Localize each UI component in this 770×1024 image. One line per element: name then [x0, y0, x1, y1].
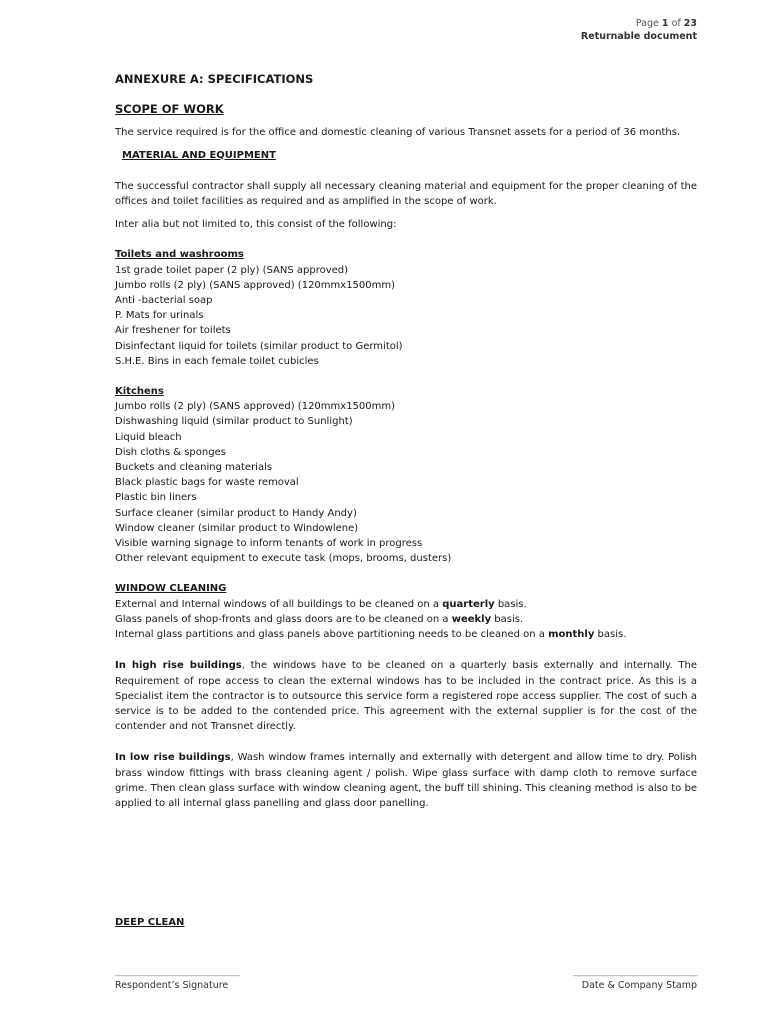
list-item: S.H.E. Bins in each female toilet cubicles [115, 355, 319, 367]
list-item: Jumbo rolls (2 ply) (SANS approved) (120mmx1500mm) [115, 279, 396, 291]
list-item: Plastic bin liners [115, 492, 197, 504]
list-item: Liquid bleach [115, 431, 182, 443]
list-item: Disinfectant liquid for toilets (similar product to Germitol) [115, 340, 403, 352]
list-item: Anti -bacterial soap [115, 295, 213, 307]
signature-label: Respondent’s Signature [115, 980, 229, 991]
material-intro: Inter alia but not limited to, this consist of the following: [115, 219, 397, 231]
list-item: Black plastic bags for waste removal [115, 477, 299, 489]
list-item: P. Mats for urinals [115, 310, 204, 322]
list-item: Window cleaner (similar product to Windowlene) [115, 522, 359, 534]
list-item: Dish cloths & sponges [115, 446, 226, 458]
document-type: Returnable document [580, 31, 697, 42]
page-label: Page [635, 18, 659, 29]
window-line-monthly: Internal glass partitions and glass panels above partitioning needs to be cleaned on a monthly basis. [115, 629, 627, 641]
list-item: Other relevant equipment to execute task (mops, brooms, dusters) [115, 553, 452, 565]
stamp-line: _______________________________ [573, 967, 697, 977]
material-heading: MATERIAL AND EQUIPMENT [122, 149, 276, 161]
stamp-label: Date & Company Stamp [581, 980, 697, 991]
page-header [581, 17, 697, 43]
deep-clean-heading: DEEP CLEAN [115, 917, 185, 928]
toilets-heading: Toilets and washrooms [115, 249, 244, 261]
material-paragraph: The successful contractor shall supply all necessary cleaning material and equipment for the proper cleaning of the offices and toilet facilities as required and as amplified in the scope of work. [115, 180, 697, 208]
signature-line: _______________________________ [115, 967, 239, 977]
page-total: 23 [683, 18, 697, 29]
window-line-quarterly: External and Internal windows of all buildings to be cleaned on a quarterly basis. [115, 598, 527, 610]
page-current: 1 [661, 18, 669, 29]
window-line-weekly: Glass panels of shop-fronts and glass doors are to be cleaned on a weekly basis. [115, 613, 524, 625]
list-item: Visible warning signage to inform tenants of work in progress [115, 538, 423, 550]
kitchens-section [115, 384, 697, 566]
list-item: Surface cleaner (similar product to Handy Andy) [115, 507, 357, 519]
window-cleaning-heading: WINDOW CLEANING [115, 583, 227, 595]
list-item: Dishwashing liquid (similar product to Sunlight) [115, 416, 353, 428]
low-rise-paragraph: In low rise buildings, Wash window frames internally and externally with detergent and allow time to dry. Polish brass window fittings with brass cleaning agent / polish. Wipe glass surface with damp cloth to remove surface grime. Then clean glass surface with window cleaning agent, the buff till shining. This cleaning method is also to be applied to all internal glass panelling and glass door panelling. [115, 752, 697, 809]
scope-text: The service required is for the office and domestic cleaning of various Transnet assets for a period of 36 months. [115, 127, 681, 139]
list-item: Buckets and cleaning materials [115, 462, 273, 474]
list-item: 1st grade toilet paper (2 ply) (SANS approved) [115, 264, 349, 276]
page-number [581, 17, 697, 30]
scope-heading: SCOPE OF WORK [115, 102, 224, 117]
annexure-title: ANNEXURE A: SPECIFICATIONS [115, 72, 314, 86]
list-item: Air freshener for toilets [115, 325, 231, 337]
list-item: Jumbo rolls (2 ply) (SANS approved) (120mmx1500mm) [115, 401, 396, 413]
toilets-section [115, 247, 697, 369]
window-cleaning-section [115, 581, 697, 642]
kitchens-heading: Kitchens [115, 386, 164, 398]
document-body [115, 72, 697, 811]
page-of-label: of [671, 18, 681, 29]
high-rise-paragraph: In high rise buildings, the windows have to be cleaned on a quarterly basis externally and internally. The Requirement of rope access to clean the external windows has to be included in the contract price. As this is a Specialist item the contractor is to outsource this service form a registered rope access supplier. The cost of such a service is to be added to the contended price. This agreement with the external supplier is for the cost of the contender and not Transnet directly. [115, 660, 697, 733]
